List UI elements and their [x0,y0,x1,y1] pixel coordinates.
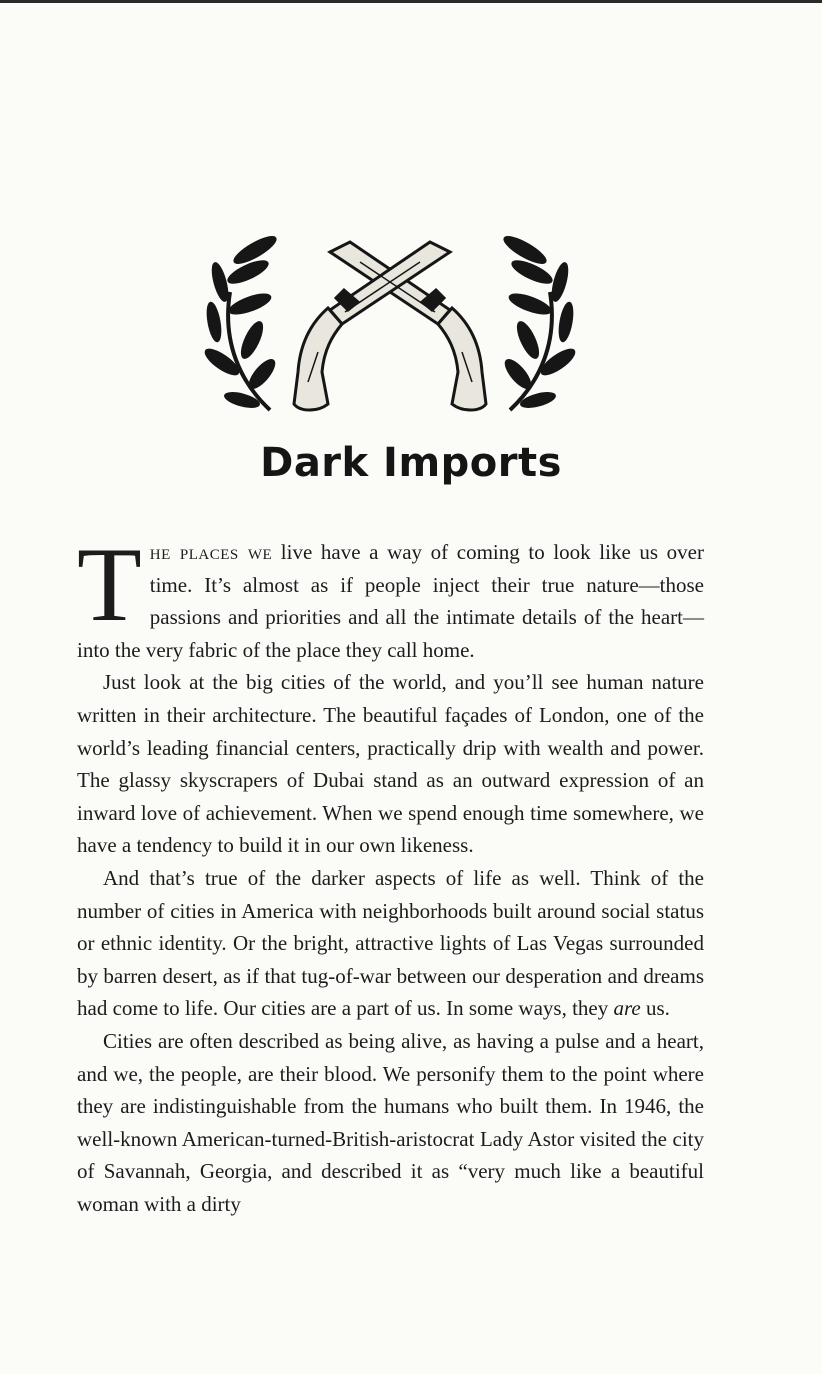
paragraph-4: Cities are often described as being alive, as having a pulse and a heart, and we, the people, are their blood. We personify them to the point where they are indistinguishable from the humans who built them. In 1946, the well-known American-turned-British-aristocrat Lady Astor visited the city of Savannah, Georgia, and described it as “very much like a beautiful woman with a dirty [77,1028,704,1216]
chapter-title: Dark Imports [260,440,562,486]
lead-in-smallcaps: he places we [149,540,273,564]
crossed-pistols-laurel-icon [200,232,580,417]
body-text [77,526,704,1220]
paragraph-2: Just look at the big cities of the world, and you’ll see human nature written in their architecture. The beautiful façades of London, one of the world’s leading financial centers, practically drip with wealth and power. The glassy skyscrapers of Dubai stand as an outward expression of an inward love of achievement. When we spend enough time somewhere, we have a tendency to build it in our own likeness. [77,670,704,858]
paragraph-1-text: live have a way of coming to look like us over time. It’s almost as if people inject their true nature—those passions and priorities and all the intimate details of the heart—into the very fabric of the place they call home. [77,540,704,662]
drop-cap: T [77,526,142,643]
paragraph-3-emphasis: are [613,996,641,1021]
paragraph-3-text-after: us. [640,996,670,1021]
paragraph-3-text-before: And that’s true of the darker aspects of life as well. Think of the number of cities in America with neighborhoods built around social status or ethnic identity. Or the bright, attractive lights of Las Vegas surrounded by barren desert, as if that tug-of-war between our desperation and dreams had come to life. Our cities are a part of us. In some ways, they [77,865,704,1021]
page-top-edge [0,0,822,3]
paragraph-1 [77,526,704,666]
paragraph-3 [77,862,704,1025]
